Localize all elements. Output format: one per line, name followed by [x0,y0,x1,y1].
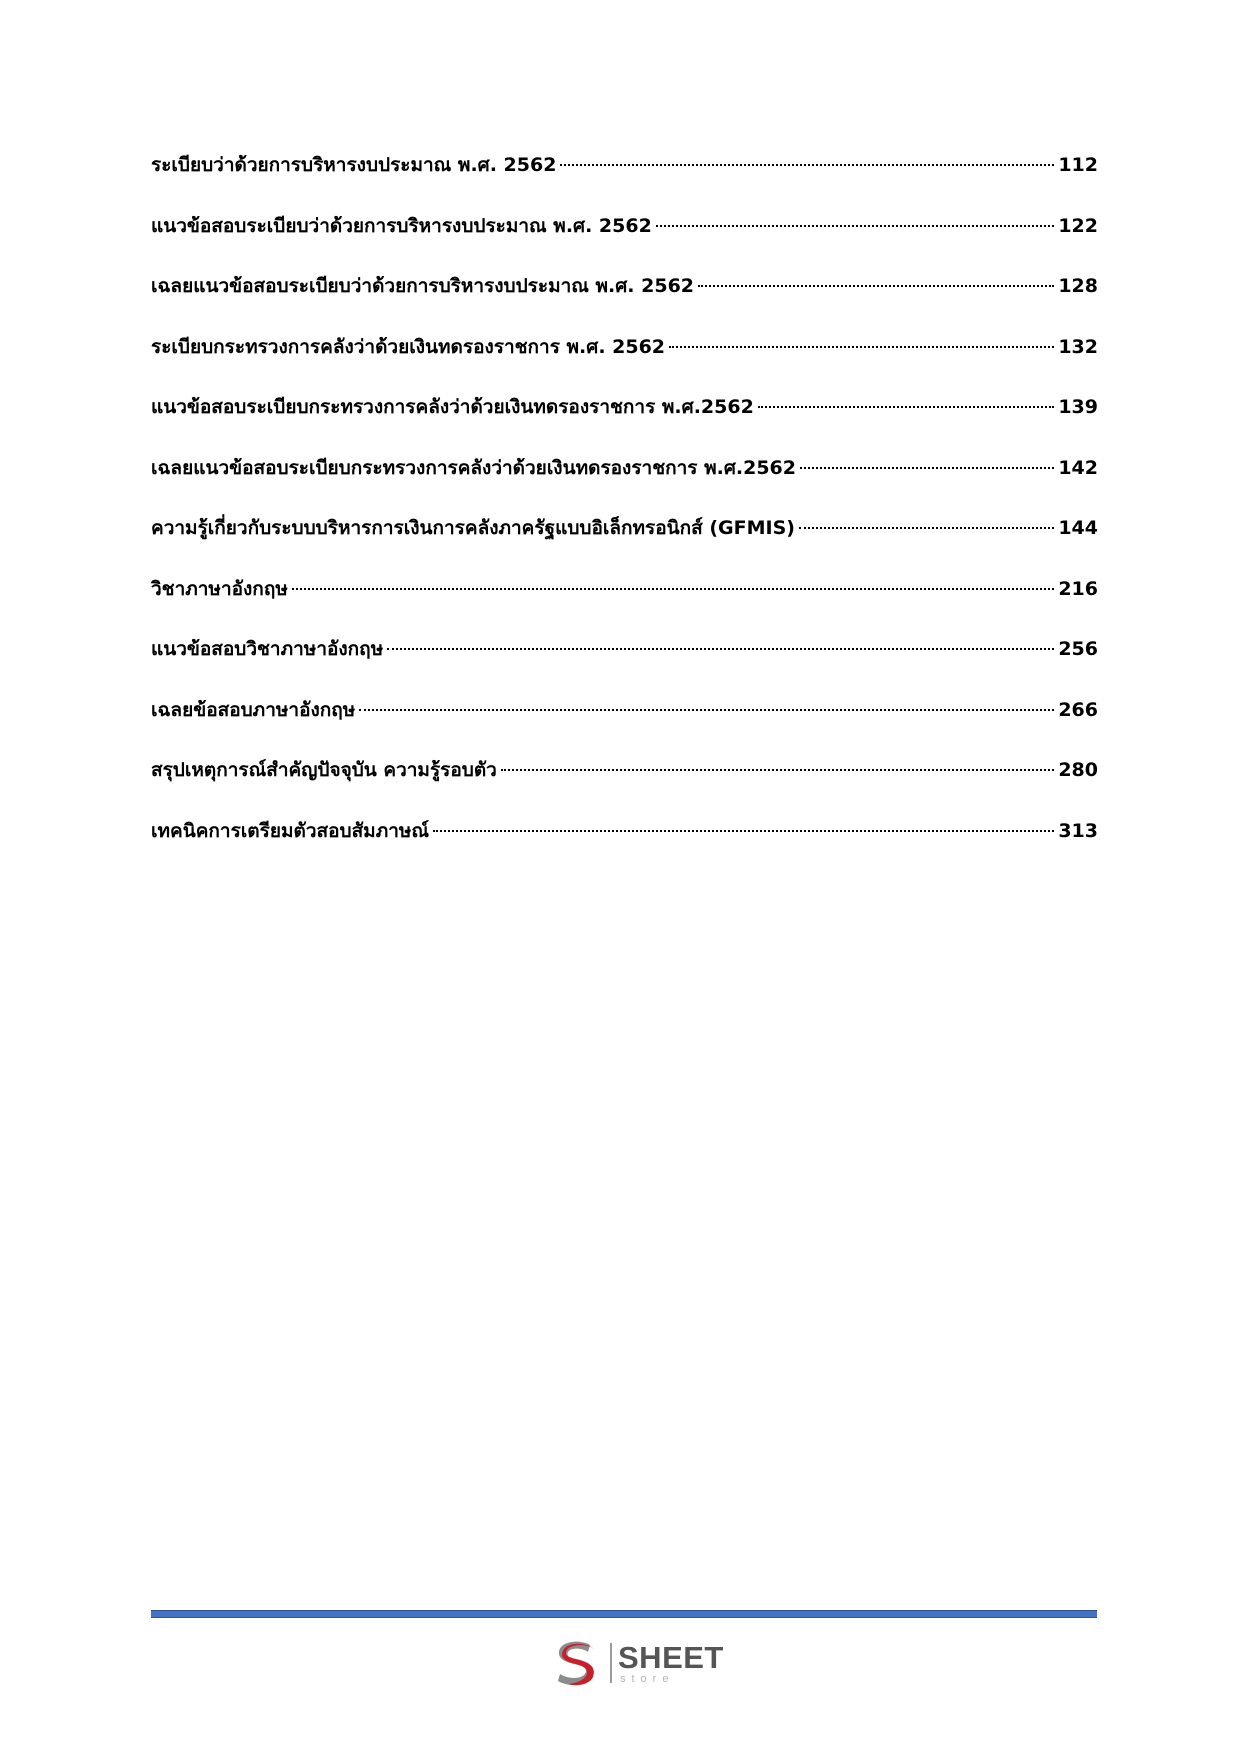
toc-entry-page: 256 [1058,638,1098,660]
toc-entry-title: เฉลยข้อสอบภาษาอังกฤษ [151,698,356,721]
toc-dot-leader [669,346,1054,348]
toc-entry[interactable] [151,513,1098,574]
logo-text [618,1639,724,1685]
toc-dot-leader [698,285,1054,287]
toc-entry[interactable] [151,634,1098,695]
toc-entry[interactable] [151,816,1098,877]
toc-entry-page: 139 [1058,396,1098,418]
toc-entry[interactable] [151,150,1098,211]
toc-entry-page: 266 [1058,698,1098,721]
logo-divider [610,1643,612,1683]
toc-entry-title: ระเบียบกระทรวงการคลังว่าด้วยเงินทดรองราชการ พ.ศ. 2562 [151,335,666,358]
toc-entry[interactable] [151,695,1098,756]
logo-word: SHEET [618,1639,724,1675]
toc-dot-leader [758,406,1055,408]
toc-entry-title: เฉลยแนวข้อสอบระเบียบว่าด้วยการบริหารงบประมาณ พ.ศ. 2562 [151,275,695,297]
toc-entry[interactable] [151,332,1098,393]
sheetstore-s-logo-icon [550,1637,602,1689]
toc-entry-title: แนวข้อสอบวิชาภาษาอังกฤษ [151,638,384,660]
toc-dot-leader [656,225,1055,227]
toc-entry-page: 144 [1058,517,1098,539]
toc-entry-title: สรุปเหตุการณ์สำคัญปัจจุบัน ความรู้รอบตัว [151,759,497,781]
toc-entry[interactable] [151,271,1098,332]
toc-entry[interactable] [151,574,1098,635]
toc-entry-title: เฉลยแนวข้อสอบระเบียบกระทรวงการคลังว่าด้วยเงินทดรองราชการ พ.ศ.2562 [151,456,796,479]
toc-dot-leader [800,467,1054,469]
toc-entry-page: 122 [1058,214,1098,237]
toc-entry-page: 142 [1058,456,1098,479]
toc-dot-leader [359,709,1054,711]
table-of-contents [151,150,1098,876]
footer-logo [550,1637,724,1689]
logo-subtitle: store [620,1672,675,1685]
toc-entry-title: เทคนิคการเตรียมตัวสอบสัมภาษณ์ [151,819,430,842]
toc-entry-title: แนวข้อสอบระเบียบว่าด้วยการบริหารงบประมาณ พ.ศ. 2562 [151,214,652,237]
toc-entry-page: 216 [1058,577,1098,600]
toc-entry[interactable] [151,392,1098,453]
toc-dot-leader [501,769,1054,771]
toc-entry-page: 112 [1058,154,1098,176]
footer-divider-bar [151,1610,1097,1618]
toc-entry-page: 280 [1058,759,1098,781]
toc-entry-page: 132 [1058,335,1098,358]
toc-entry-title: แนวข้อสอบระเบียบกระทรวงการคลังว่าด้วยเงินทดรองราชการ พ.ศ.2562 [151,396,754,418]
toc-entry-title: ความรู้เกี่ยวกับระบบบริหารการเงินการคลังภาครัฐแบบอิเล็กทรอนิกส์ (GFMIS) [151,517,795,539]
toc-entry[interactable] [151,211,1098,272]
toc-dot-leader [387,648,1054,650]
toc-entry[interactable] [151,755,1098,816]
toc-dot-leader [433,830,1054,832]
toc-entry-page: 313 [1058,819,1098,842]
toc-entry-page: 128 [1058,275,1098,297]
toc-entry-title: วิชาภาษาอังกฤษ [151,577,288,600]
toc-dot-leader [799,527,1054,529]
toc-entry[interactable] [151,453,1098,514]
toc-entry-title: ระเบียบว่าด้วยการบริหารงบประมาณ พ.ศ. 2562 [151,154,557,176]
toc-dot-leader [560,164,1054,166]
toc-dot-leader [292,588,1054,590]
